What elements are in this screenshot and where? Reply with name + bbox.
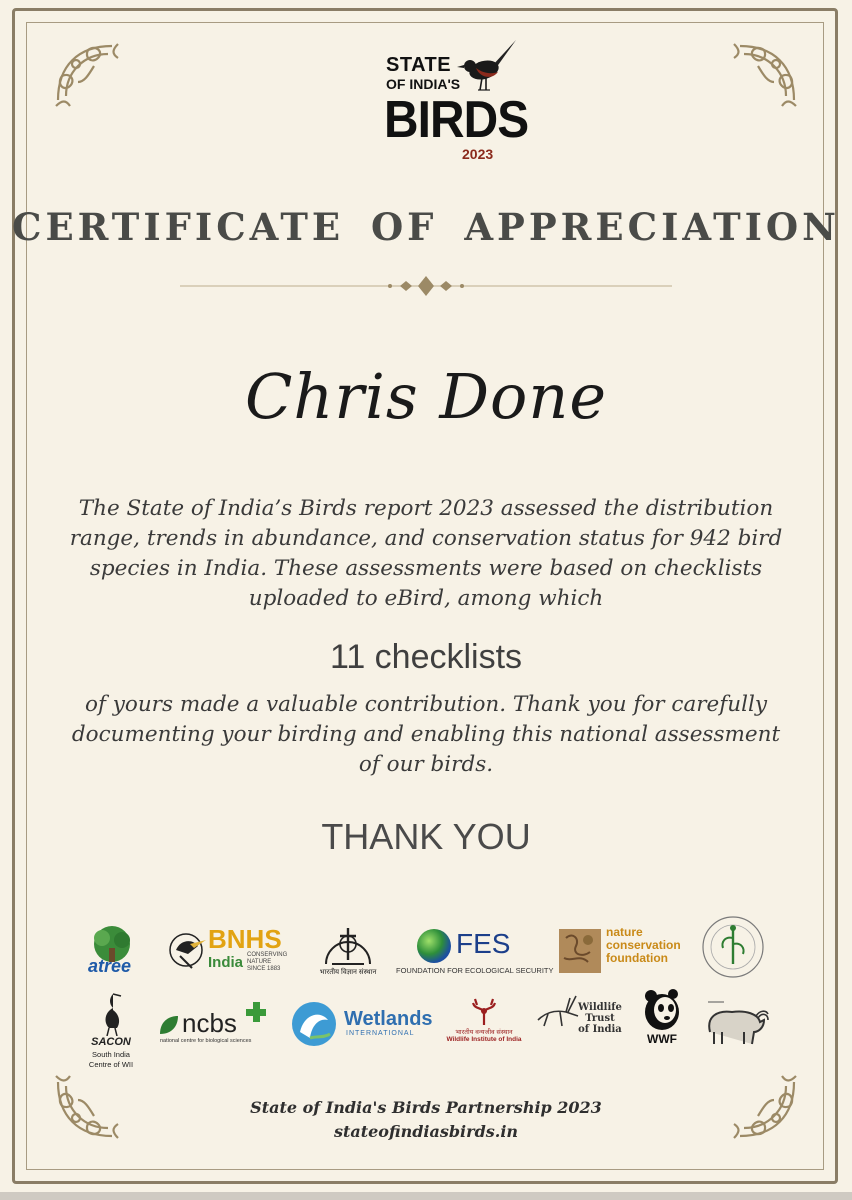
- bnhs-india-text: India: [208, 954, 244, 971]
- appreciation-paragraph-2: of yours made a valuable contribution. Thank you for carefully documenting your birding and enabling this national assessment of our birds.: [71, 692, 781, 777]
- iisc-emblem-icon: [322, 920, 374, 968]
- ncf-logo: [558, 926, 688, 976]
- wti-text-1: Wildlife: [578, 1002, 622, 1013]
- bnhs-logo: [166, 922, 294, 980]
- ncbs-plus-icon: [246, 1002, 266, 1022]
- panda-icon: [641, 988, 683, 1032]
- certificate-title: CERTIFICATE OF APPRECIATION: [12, 205, 840, 249]
- wwf-text: WWF: [647, 1032, 677, 1046]
- fes-logo: [396, 926, 554, 978]
- ncf-text-foundation: foundation: [606, 951, 668, 965]
- ncf-carving-icon: [558, 928, 602, 974]
- ncbs-text: ncbs: [182, 1008, 237, 1038]
- wii-logo: [440, 994, 528, 1046]
- logo-year: 2023: [462, 146, 494, 162]
- ncbs-logo: [156, 1002, 268, 1046]
- logo-line-state: STATE: [386, 54, 452, 76]
- atree-text: atree: [88, 956, 132, 976]
- corner-ornament-top-left: [48, 36, 122, 110]
- sacon-subtitle-2: Centre of WII: [88, 1060, 134, 1069]
- wti-text-2: Trust: [585, 1013, 615, 1024]
- wetlands-logo: [290, 998, 436, 1050]
- globe-icon: [416, 928, 452, 964]
- footer-website: stateofindiasbirds.in: [333, 1122, 519, 1141]
- biodiversity-authority-seal-icon: [700, 914, 766, 980]
- ncbs-leaf-icon: [158, 1014, 180, 1036]
- sacon-logo: [78, 990, 144, 1072]
- wwf-logo: [638, 986, 686, 1048]
- corner-ornament-top-right: [730, 36, 804, 110]
- hornbill-icon: [166, 926, 208, 976]
- bnhs-text: BNHS: [208, 924, 282, 954]
- fes-subtitle: FOUNDATION FOR ECOLOGICAL SECURITY: [396, 966, 554, 975]
- footer-partnership: State of India's Birds Partnership 2023: [250, 1098, 602, 1117]
- bottom-edge-strip: [0, 1192, 852, 1200]
- wti-logo: [534, 990, 624, 1048]
- antelope-icon: [534, 992, 582, 1028]
- wetlands-text: Wetlands: [344, 1008, 433, 1030]
- recipient-name: Chris Done: [244, 360, 608, 433]
- wetlands-subtitle: INTERNATIONAL: [346, 1030, 415, 1037]
- atree-logo: [82, 922, 142, 980]
- logo-line-birds: BIRDS: [384, 91, 529, 149]
- state-of-indias-birds-logo: [370, 38, 530, 168]
- thank-you-heading: THANK YOU: [321, 816, 531, 857]
- ncbs-subtitle: national centre for biological sciences: [160, 1038, 252, 1044]
- magpie-robin-icon: [452, 38, 518, 102]
- checklist-count: 11 checklists: [329, 638, 523, 676]
- fes-text: FES: [456, 928, 511, 959]
- ncf-text-conservation: conservation: [606, 938, 681, 952]
- zsi-gaur-icon: [700, 992, 770, 1050]
- iisc-text: भारतीय विज्ञान संस्थान: [319, 968, 377, 976]
- ornamental-divider: [180, 272, 672, 300]
- wetlands-bird-icon: [290, 1000, 338, 1048]
- sacon-text: SACON: [91, 1036, 131, 1048]
- wii-hindi-text: भारतीय वन्यजीव संस्थान: [455, 1029, 513, 1036]
- iisc-logo: [312, 916, 384, 980]
- crane-bird-icon: [91, 992, 131, 1036]
- wii-text: Wildlife Institute of India: [446, 1036, 522, 1043]
- wti-text-3: of India: [578, 1024, 622, 1035]
- bnhs-tagline: CONSERVING NATURE SINCE 1883: [247, 952, 288, 972]
- logo-line-of-indias: OF INDIA'S: [386, 76, 461, 92]
- ncf-text-nature: nature: [606, 925, 643, 939]
- wii-deer-icon: [469, 997, 499, 1027]
- sacon-subtitle-1: South India: [92, 1050, 130, 1059]
- appreciation-paragraph-1: The State of India’s Birds report 2023 assessed the distribution range, trends in abundance, and conservation status for 942 bird species in India. These assessments were based on checklists uploaded to eBird, among which: [69, 496, 783, 611]
